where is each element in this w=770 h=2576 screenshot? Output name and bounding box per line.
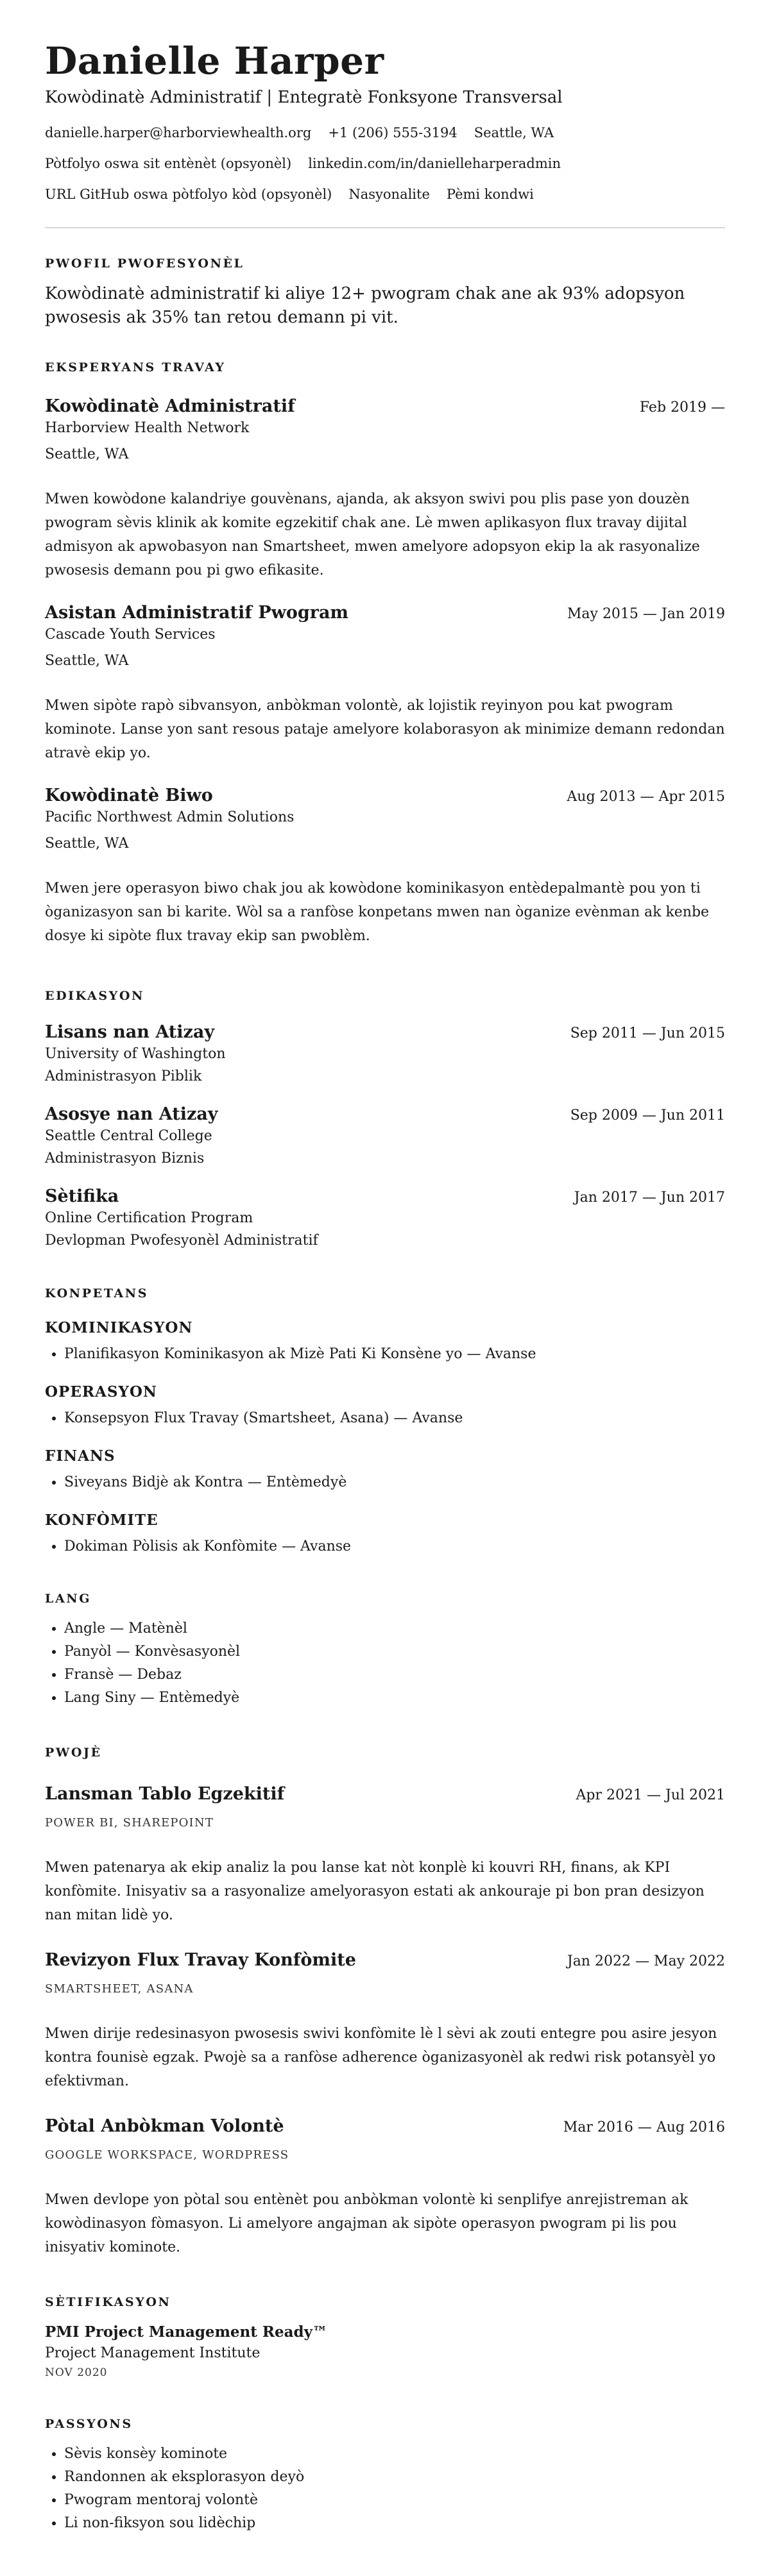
- job-company: Pacific Northwest Admin Solutions: [45, 809, 295, 825]
- contact-portfolio[interactable]: Pòtfolyo oswa sit entènèt (opsyonèl): [45, 156, 292, 171]
- job-title: Asistan Administratif Pwogram: [45, 603, 349, 623]
- project-entry: [45, 1949, 725, 2093]
- project-tech: POWER BI, SHAREPOINT: [45, 1816, 214, 1830]
- project-tech: SMARTSHEET, ASANA: [45, 1982, 194, 1996]
- project-entry: [45, 1783, 725, 1927]
- education-dates: Sep 2009 — Jun 2011: [570, 1107, 725, 1124]
- contact-email[interactable]: danielle.harper@harborviewhealth.org: [45, 125, 312, 140]
- school-name: Seattle Central College: [45, 1128, 212, 1144]
- education-dates: Sep 2011 — Jun 2015: [570, 1025, 725, 1041]
- section-title: KONPETANS: [45, 1286, 149, 1301]
- project-dates: Mar 2016 — Aug 2016: [563, 2119, 725, 2135]
- skill-item: • Konsepsyon Flux Travay (Smartsheet, Asana) — Avanse: [64, 1407, 725, 1430]
- project-name: Revizyon Flux Travay Konfòmite: [45, 1950, 356, 1970]
- section-title: EKSPERYANS TRAVAY: [45, 360, 226, 375]
- job-description: Mwen sipòte rapò sibvansyon, anbòkman volontè, ak lojistik reyinyon pou kat pwogram kominote. Lanse yon sant resous pataje amelyore kolaborasyon ak minimize demann redondan atravè ekip yo.: [45, 698, 725, 761]
- field-of-study: Administrasyon Piblik: [45, 1068, 202, 1084]
- skill-item: • Dokiman Pòlisis ak Konfòmite — Avanse: [64, 1535, 725, 1558]
- job-location: Seattle, WA: [45, 446, 129, 462]
- education-section: [45, 988, 725, 1250]
- contact-nationality: Nasyonalite: [348, 187, 430, 202]
- contact-location: Seattle, WA: [474, 125, 554, 140]
- certification-entry: [45, 2322, 725, 2381]
- interest-item: • Sèvis konsèy kominote: [64, 2443, 725, 2466]
- contact-work-permit: Pèmi kondwi: [446, 187, 534, 202]
- section-title: LANG: [45, 1592, 92, 1606]
- skills-section: [45, 1285, 725, 1558]
- section-title: PASSYONS: [45, 2417, 133, 2431]
- section-title: PWOFIL PWOFESYONÈL: [45, 257, 244, 271]
- experience-entry: [45, 602, 725, 765]
- candidate-name: Danielle Harper: [45, 39, 384, 83]
- language-item: • Fransè — Debaz: [64, 1663, 725, 1687]
- section-title: EDIKASYON: [45, 989, 144, 1003]
- field-of-study: Devlopman Pwofesyonèl Administratif: [45, 1233, 318, 1249]
- education-dates: Jan 2017 — Jun 2017: [574, 1190, 725, 1206]
- skill-list: [45, 1343, 725, 1366]
- interest-list: [45, 2443, 725, 2535]
- language-item: • Panyòl — Konvèsasyonèl: [64, 1640, 725, 1663]
- projects-section: [45, 1744, 725, 2259]
- skill-item: • Planifikasyon Kominikasyon ak Mizè Pati Ki Konsène yo — Avanse: [64, 1343, 725, 1366]
- job-dates: Aug 2013 — Apr 2015: [567, 789, 725, 805]
- project-entry: [45, 2115, 725, 2259]
- experience-entry: [45, 784, 725, 948]
- section-title: SÈTIFIKASYON: [45, 2295, 171, 2309]
- contact-linkedin[interactable]: linkedin.com/in/danielleharperadmin: [308, 156, 561, 171]
- education-entry: [45, 1021, 725, 1086]
- certifications-section: [45, 2294, 725, 2381]
- degree-title: Sètifika: [45, 1186, 119, 1206]
- job-company: Cascade Youth Services: [45, 627, 216, 643]
- skill-category: OPERASYON: [45, 1383, 157, 1401]
- languages-section: [45, 1590, 725, 1710]
- job-location: Seattle, WA: [45, 836, 129, 852]
- certification-name: PMI Project Management Ready™: [45, 2323, 327, 2341]
- job-description: Mwen jere operasyon biwo chak jou ak kowòdone kominikasyon entèdepalmantè pou yon ti òganizasyon san bi karite. Wòl sa a ranfòse konpetans mwen nan òganize evènman ak kenbe dosye ki sipòte flux travay ekip san pwoblèm.: [45, 880, 710, 944]
- job-dates: Feb 2019 —: [639, 400, 725, 416]
- education-entry: [45, 1103, 725, 1168]
- school-name: University of Washington: [45, 1046, 226, 1062]
- degree-title: Asosye nan Atizay: [45, 1104, 218, 1124]
- project-dates: Apr 2021 — Jul 2021: [576, 1787, 725, 1803]
- education-entry: [45, 1185, 725, 1250]
- interest-item: • Randonnen ak eksplorasyon deyò: [64, 2466, 725, 2489]
- degree-title: Lisans nan Atizay: [45, 1022, 215, 1042]
- school-name: Online Certification Program: [45, 1210, 253, 1226]
- interests-section: [45, 2416, 725, 2535]
- language-item: • Lang Siny — Entèmedyè: [64, 1687, 725, 1710]
- contact-row: [45, 123, 725, 142]
- experience-section: [45, 359, 725, 948]
- skill-category: KOMINIKASYON: [45, 1319, 193, 1336]
- language-list: [45, 1617, 725, 1710]
- project-name: Pòtal Anbòkman Volontè: [45, 2116, 284, 2136]
- skill-category: KONFÒMITE: [45, 1511, 158, 1529]
- experience-entry: [45, 395, 725, 582]
- skill-list: [45, 1535, 725, 1558]
- job-title: Kowòdinatè Biwo: [45, 786, 213, 805]
- contact-row: [45, 185, 725, 204]
- header-divider: [45, 227, 725, 228]
- skill-item: • Siveyans Bidjè ak Kontra — Entèmedyè: [64, 1471, 725, 1494]
- job-location: Seattle, WA: [45, 653, 129, 669]
- contact-row: [45, 154, 725, 173]
- certification-date: NOV 2020: [45, 2366, 108, 2379]
- profile-summary: Kowòdinatè administratif ki aliye 12+ pwogram chak ane ak 93% adopsyon pwosesis ak 35% tan retou demann pi vit.: [45, 284, 685, 327]
- resume-header: [45, 38, 725, 228]
- section-title: PWOJÈ: [45, 1746, 102, 1760]
- project-tech: GOOGLE WORKSPACE, WORDPRESS: [45, 2148, 289, 2162]
- contact-phone[interactable]: +1 (206) 555-3194: [328, 125, 458, 140]
- project-description: Mwen dirije redesinasyon pwosesis swivi konfòmite lè l sèvi ak zouti entegre pou asire jesyon kontra founisè egzak. Pwojè sa a ranfòse adherence òganizasyonèl ak redwi risk potansyèl yo efektivman.: [45, 2026, 717, 2089]
- certification-issuer: Project Management Institute: [45, 2345, 261, 2361]
- interest-item: • Pwogram mentoraj volontè: [64, 2489, 725, 2512]
- skill-list: [45, 1407, 725, 1430]
- profile-section: [45, 255, 725, 330]
- project-description: Mwen devlope yon pòtal sou entènèt pou anbòkman volontè ki senplifye anrejistreman ak kowòdinasyon fòmasyon. Li amelyore angajman ak sipòte operasyon pwogram pi lis pou inisyativ kominote.: [45, 2192, 689, 2255]
- project-description: Mwen patenarya ak ekip analiz la pou lanse kat nòt konplè ki kouvri RH, finans, ak KPI konfòmite. Inisyativ sa a rasyonalize amelyorasyon estati ak ankouraje pi bon pran desizyon nan mitan lidè yo.: [45, 1860, 705, 1923]
- candidate-headline: Kowòdinatè Administratif | Entegratè Fonksyone Transversal: [45, 88, 563, 107]
- job-dates: May 2015 — Jan 2019: [567, 606, 725, 622]
- field-of-study: Administrasyon Biznis: [45, 1150, 205, 1166]
- skill-list: [45, 1471, 725, 1494]
- job-company: Harborview Health Network: [45, 420, 250, 436]
- contact-github[interactable]: URL GitHub oswa pòtfolyo kòd (opsyonèl): [45, 187, 332, 202]
- skill-category: FINANS: [45, 1447, 116, 1465]
- project-dates: Jan 2022 — May 2022: [567, 1953, 725, 1969]
- project-name: Lansman Tablo Egzekitif: [45, 1784, 285, 1804]
- interest-item: • Li non-fiksyon sou lidèchip: [64, 2512, 725, 2535]
- job-title: Kowòdinatè Administratif: [45, 396, 295, 416]
- language-item: • Angle — Matènèl: [64, 1617, 725, 1640]
- job-description: Mwen kowòdone kalandriye gouvènans, ajanda, ak aksyon swivi pou plis pase yon douzèn pwogram sèvis klinik ak komite egzekitif chak ane. Lè mwen aplikasyon flux travay dijital admisyon ak apwobasyon nan Smartsheet, mwen amelyore adopsyon ekip la ak rasyonalize pwosesis demann pou pi gwo efikasite.: [45, 491, 700, 578]
